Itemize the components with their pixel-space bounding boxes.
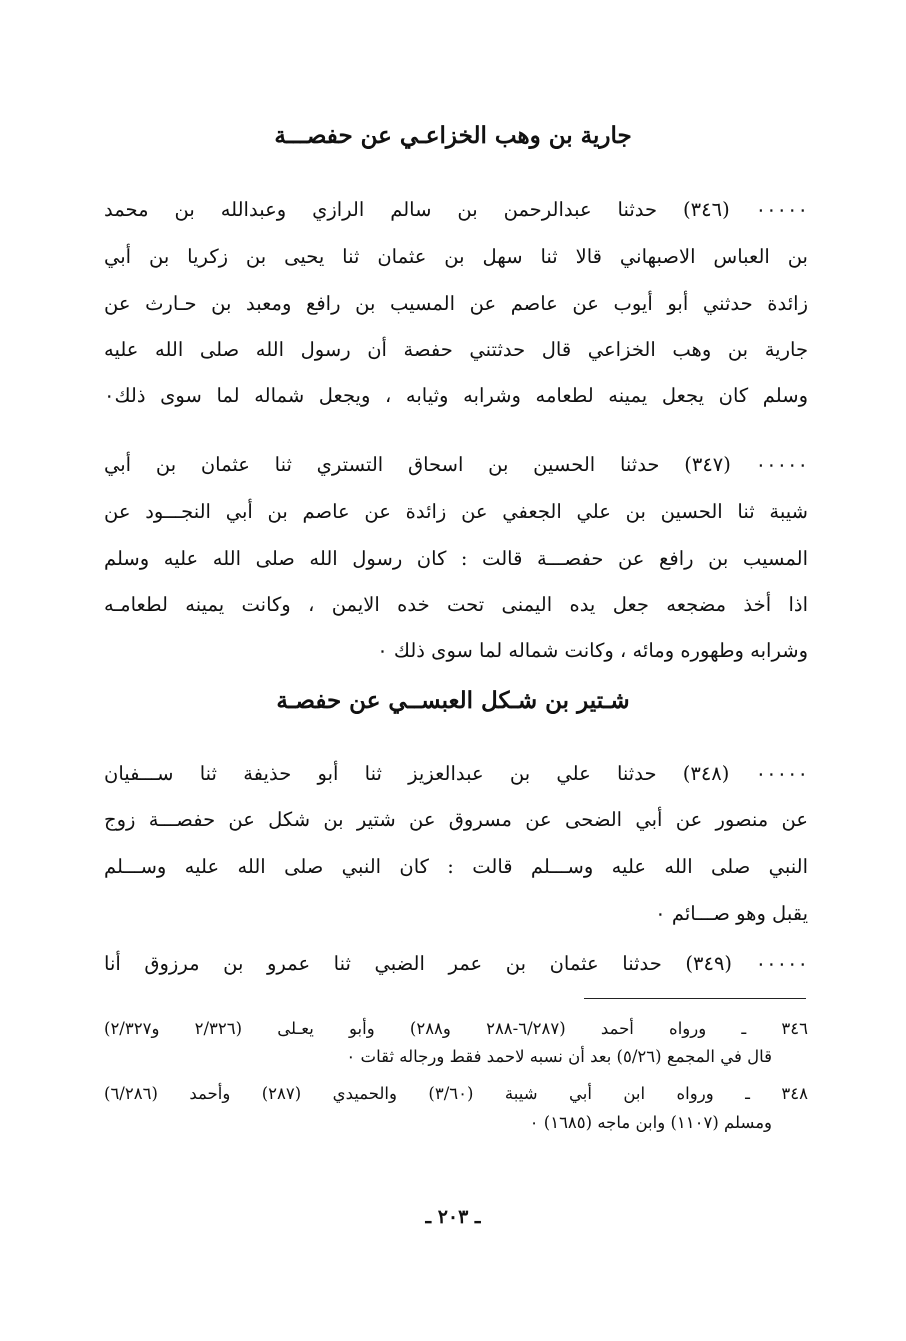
section-heading-shutayr: شـتير بن شـكل العبســي عن حفصـة bbox=[276, 687, 630, 714]
footnote-line: ومسلم (١١٠٧) وابن ماجه (١٦٨٥) ٠ bbox=[529, 1113, 772, 1132]
text-line: وسلم كان يجعل يمينه لطعامه وشرابه وثيابه ، ويجعل شماله لما سوى ذلك٠ bbox=[104, 384, 808, 407]
text-line: المسيب بن رافع عن حفصـــة قالت : كان رسول الله صلى الله عليه وسلم bbox=[104, 547, 808, 570]
footnote-line: ٣٤٨ ـ ورواه ابن أبي شيبة (٣/٦٠) والحميدي (٢٨٧) وأحمد (٦/٢٨٦) bbox=[104, 1084, 808, 1103]
text-line: ٠٠٠٠٠ (٣٤٨) حدثنا علي بن عبدالعزيز ثنا أبو حذيفة ثنا ســـفيان bbox=[104, 762, 808, 785]
text-line: يقبل وهو صـــائم ٠ bbox=[655, 902, 808, 925]
text-line: وشرابه وطهوره ومائه ، وكانت شماله لما سوى ذلك ٠ bbox=[377, 639, 808, 662]
text-line: ٠٠٠٠٠ (٣٤٦) حدثنا عبدالرحمن بن سالم الرازي وعبدالله بن محمد bbox=[104, 198, 808, 221]
footnote-divider bbox=[584, 998, 806, 999]
text-line: زائدة حدثني أبو أيوب عن عاصم عن المسيب بن رافع ومعبد بن حـارث عن bbox=[104, 292, 808, 315]
section-heading-jariya: جارية بن وهب الخزاعـي عن حفصـــة bbox=[274, 122, 632, 149]
text-line: جارية بن وهب الخزاعي قال حدثتني حفصة أن رسول الله صلى الله عليه bbox=[104, 338, 808, 361]
text-line: شيبة ثنا الحسين بن علي الجعفي عن زائدة عن عاصم بن أبي النجـــود عن bbox=[104, 500, 808, 523]
text-line: عن منصور عن أبي الضحى عن مسروق عن شتير بن شكل عن حفصـــة زوج bbox=[104, 808, 808, 831]
text-line: بن العباس الاصبهاني قالا ثنا سهل بن عثمان ثنا يحيى بن زكريا بن أبي bbox=[104, 245, 808, 268]
page-number: ـ ٢٠٣ ـ bbox=[425, 1206, 481, 1228]
text-line: اذا أخذ مضجعه جعل يده اليمنى تحت خده الايمن ، وكانت يمينه لطعامـه bbox=[104, 593, 808, 616]
footnote-line: قال في المجمع (٥/٢٦) بعد أن نسبه لاحمد فقط ورجاله ثقات ٠ bbox=[346, 1047, 772, 1066]
text-line: ٠٠٠٠٠ (٣٤٧) حدثنا الحسين بن اسحاق التستري ثنا عثمان بن أبي bbox=[104, 453, 808, 476]
text-line: النبي صلى الله عليه وســـلم قالت : كان النبي صلى الله عليه وســـلم bbox=[104, 855, 808, 878]
footnote-line: ٣٤٦ ـ ورواه أحمد (٦/٢٨٧-٢٨٨ و٢٨٨) وأبو يعـلى (٢/٣٢٦ و٢/٣٢٧) bbox=[104, 1019, 808, 1038]
text-line: ٠٠٠٠٠ (٣٤٩) حدثنا عثمان بن عمر الضبي ثنا عمرو بن مرزوق أنا bbox=[104, 952, 808, 975]
